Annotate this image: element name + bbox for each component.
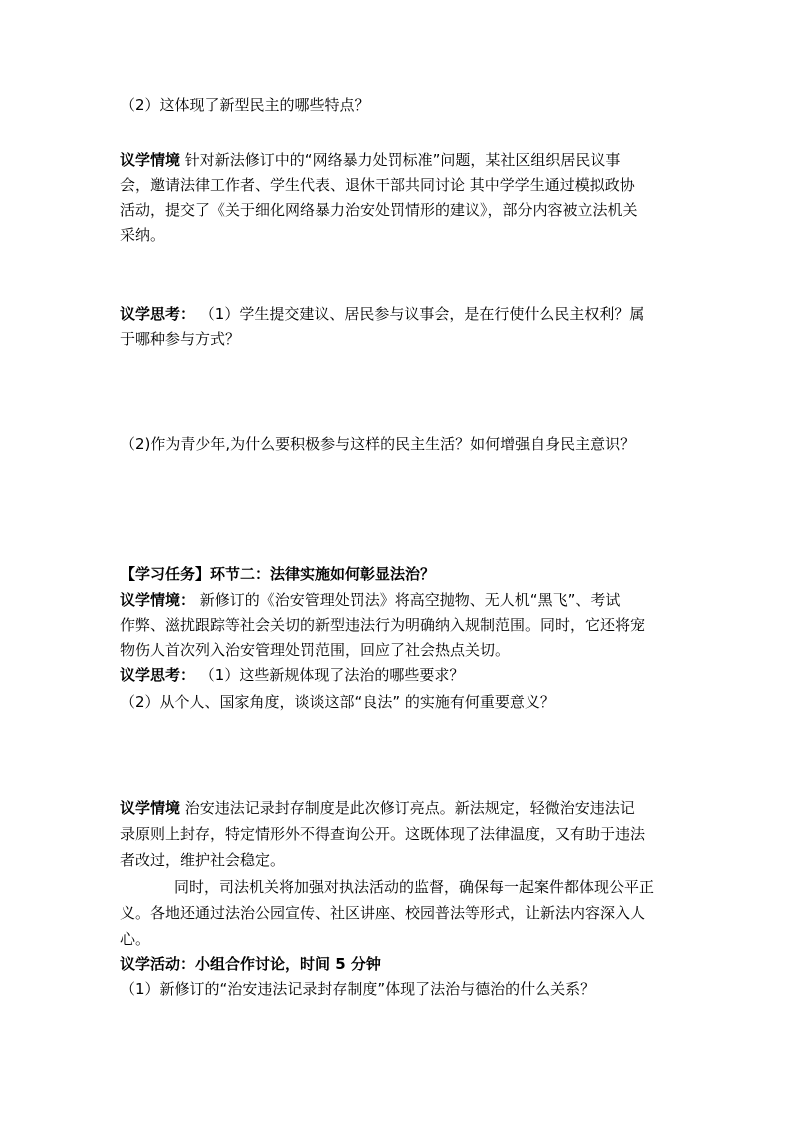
task-scenario-label: 议学情境： — [120, 591, 196, 609]
activity-question-1: （1）新修订的“治安违法记录封存制度”体现了法治与德治的什么关系？ — [120, 980, 596, 998]
activity-heading: 议学活动：小组合作讨论，时间 5 分钟 — [120, 955, 381, 973]
scenario-1-line-3: 活动，提交了《关于细化网络暴力治安处罚情形的建议》，部分内容被立法机关 — [120, 201, 638, 219]
task-think-line-1 — [120, 664, 680, 686]
scenario-3-text: 治安违法记录封存制度是此次修订亮点。新法规定，轻微治安违法记 — [184, 799, 635, 817]
think-1-label: 议学思考： — [120, 305, 196, 323]
scenario-1-line-1 — [120, 149, 680, 171]
scenario-1-text: 针对新法修订中的“网络暴力处罚标准”问题，某社区组织居民议事 — [184, 151, 621, 169]
think-1-line-1 — [120, 303, 680, 325]
think-1-question-2: （2)作为青少年,为什么要积极参与这样的民主生活？如何增强自身民主意识？ — [120, 435, 636, 453]
task-think-text: （1）这些新规体现了法治的哪些要求？ — [199, 666, 465, 684]
scenario-1-label: 议学情境 — [120, 151, 181, 169]
scenario-3-line-5: 义。各地还通过法治公园宣传、社区讲座、校园普法等形式，让新法内容深入人 — [120, 904, 646, 922]
task-think-label: 议学思考： — [120, 666, 196, 684]
think-1-line-2: 于哪种参与方式？ — [120, 330, 241, 348]
scenario-3-line-1 — [120, 797, 680, 819]
scenario-3-line-3: 者改过，维护社会稳定。 — [120, 851, 286, 869]
task-think-line-2: （2）从个人、国家角度，谈谈这部“良法” 的实施有何重要意义？ — [120, 693, 555, 711]
scenario-1-line-4: 采纳。 — [120, 226, 166, 244]
task-scenario-line-1 — [120, 589, 680, 611]
think-1-text: （1）学生提交建议、居民参与议事会，是在行使什么民主权利？属 — [199, 305, 645, 323]
task-scenario-line-3: 物伤人首次列入治安管理处罚范围，回应了社会热点关切。 — [120, 641, 511, 659]
task-scenario-line-2: 作弊、滋扰跟踪等社会关切的新型违法行为明确纳入规制范围。同时，它还将宠 — [120, 616, 646, 634]
question-2-intro: （2）这体现了新型民主的哪些特点？ — [120, 96, 370, 114]
scenario-1-line-2: 会，邀请法律工作者、学生代表、退休干部共同讨论 其中学学生通过模拟政协 — [120, 176, 635, 194]
task-heading: 【学习任务】环节二：法律实施如何彰显法治？ — [120, 565, 436, 583]
task-scenario-text: 新修订的《治安管理处罚法》将高空抛物、无人机“黑飞”、考试 — [199, 591, 621, 609]
scenario-3-label: 议学情境 — [120, 799, 181, 817]
scenario-3-line-2: 录原则上封存，特定情形外不得查询公开。这既体现了法律温度，又有助于违法 — [120, 825, 646, 843]
scenario-3-line-4: 同时，司法机关将加强对执法活动的监督，确保每一起案件都体现公平正 — [174, 878, 655, 896]
scenario-3-line-6: 心。 — [120, 930, 151, 948]
